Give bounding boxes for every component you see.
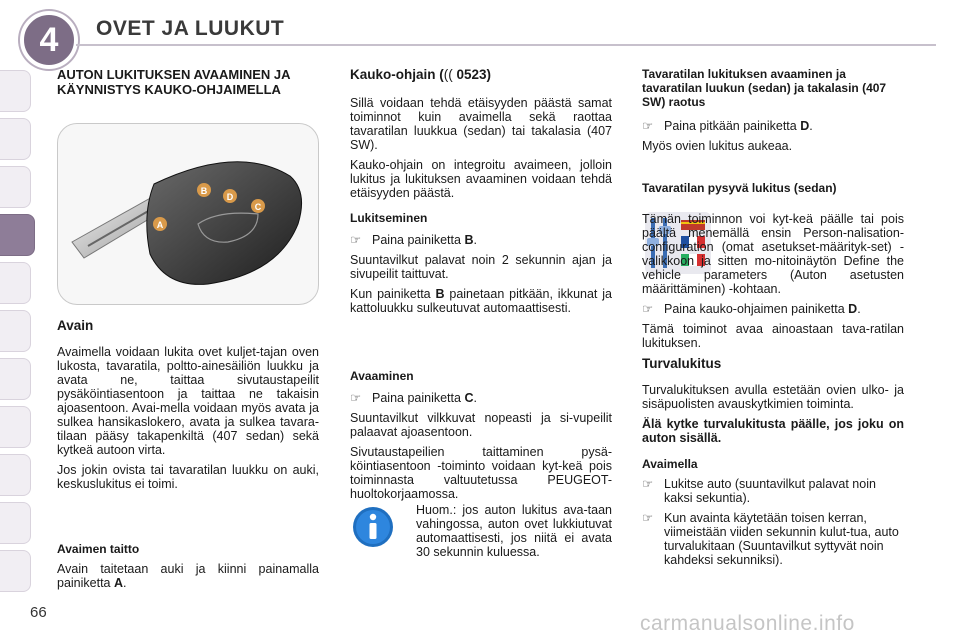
column-left [57, 67, 317, 97]
lock-long-press-key: B [435, 287, 445, 301]
remote-heading-code: 0523) [452, 67, 492, 82]
section-heading-permanent-lock: Tavaratilan pysyvä lukitus (sedan) [642, 181, 837, 195]
section-heading-remote [350, 67, 612, 82]
permanent-lock-step-pre: Paina kauko-ohjaimen painiketta [664, 302, 849, 316]
key-note: Jos jokin ovista tai tavaratilan luukku on auki, keskuslukitus ei toimi. [57, 463, 319, 491]
pointing-hand-icon: ☞ [350, 233, 362, 247]
chapter-number-badge: 4 [20, 11, 78, 69]
pointing-hand-icon: ☞ [350, 391, 362, 405]
chapter-tab-1[interactable] [0, 70, 31, 112]
page-header [0, 0, 960, 59]
key-folding-button-ref: A [113, 576, 124, 590]
chapter-tab-4[interactable] [0, 214, 35, 256]
key-button-c-label: C [254, 202, 262, 212]
deadlock-step-2 [642, 511, 904, 567]
info-icon [352, 506, 394, 548]
deadlocking-warning: Älä kytke turvalukitusta päälle, jos joku on auton sisällä. [642, 417, 904, 445]
unlock-step-pre: Paina painiketta [372, 391, 465, 405]
permanent-lock-note: Tämä toiminot avaa ainoastaan tava-ratilan lukituksen. [642, 322, 904, 350]
chapter-tab-6[interactable] [0, 310, 31, 352]
trunk-step-end: . [809, 119, 813, 133]
column-left-body [57, 318, 319, 497]
lock-long-press-pre: Kun painiketta [350, 287, 436, 301]
chapter-tab-3[interactable] [0, 166, 31, 208]
deadlock-step-2-text: Kun avainta käytetään toisen kerran, viimeistään viiden sekunnin kulut-tua, auto turvalukitaan (Suuntavilkut syttyvät noin kahdeksi sekunniksi). [664, 511, 899, 567]
pointing-hand-icon: ☞ [642, 302, 654, 316]
unlock-step-end: . [473, 391, 477, 405]
column-middle [350, 67, 612, 206]
key-button-b-label: B [200, 186, 208, 196]
permanent-lock-step-key: D [848, 302, 858, 316]
trunk-note: Myös ovien lukitus aukeaa. [642, 139, 793, 153]
unlock-step-key: C [464, 391, 474, 405]
column-right [642, 67, 904, 159]
lock-long-press-post: painetaan pitkään, ikkunat ja kattoluukku sulkeutuvat automaattisesti. [350, 287, 612, 315]
section-heading-key: Avain [57, 318, 94, 333]
lock-step-text [372, 233, 477, 247]
unlock-step-text [372, 391, 477, 405]
header-divider [76, 44, 936, 46]
deadlock-step-1-text: Lukitse auto (suuntavilkut palavat noin kaksi sekuntia). [664, 477, 876, 505]
chapter-tab-10[interactable] [0, 502, 31, 544]
key-remote-illustration [58, 124, 318, 304]
lock-step [350, 233, 612, 247]
lock-step-key: B [464, 233, 474, 247]
key-folding-text [57, 562, 319, 590]
permanent-lock-step-end: . [857, 302, 861, 316]
chapter-tab-8[interactable] [0, 406, 31, 448]
chapter-tab-5[interactable] [0, 262, 31, 304]
trunk-step-key: D [800, 119, 810, 133]
section-heading-unlocking: Avaaminen [350, 369, 414, 383]
key-button-a-label: A [156, 220, 164, 230]
trunk-step-text [664, 119, 813, 133]
lock-step-end: . [473, 233, 477, 247]
unlock-step [350, 391, 612, 405]
pointing-hand-icon: ☞ [642, 511, 654, 525]
lock-result: Suuntavilkut palavat noin 2 sekunnin ajan ja sivupeilit taittuvat. [350, 253, 612, 281]
chapter-tab-9[interactable] [0, 454, 31, 496]
chapter-tab-7[interactable] [0, 358, 31, 400]
mirror-folding-note: Sivutaustapeilien taittaminen pysä-köintiasentoon -toiminto voidaan kyt-keä pois toiminnasta valtuutetussa PEUGEOT-huoltokorjaamossa. [350, 445, 612, 501]
key-remote-image [57, 123, 319, 305]
section-heading-locking: Lukitseminen [350, 211, 428, 225]
remote-intro-1: Sillä voidaan tehdä etäisyyden päästä samat toiminnot kuin avaimella sekä raottaa tavaratilan luukkua (sedan) tai takalasia (407 SW). [350, 96, 612, 152]
page-number: 66 [30, 604, 47, 621]
permanent-lock-step [642, 302, 904, 316]
section-heading-with-key: Avaimella [642, 457, 698, 471]
deadlock-step-1 [642, 477, 904, 505]
column-right-perm [642, 181, 904, 213]
unlock-result: Suuntavilkut vilkkuvat nopeasti ja si-vupeilit palaavat ajoasentoon. [350, 411, 612, 439]
column-right-perm-body [642, 212, 904, 573]
radio-waves-icon: (( [443, 67, 453, 82]
chapter-title: OVET JA LUUKUT [96, 17, 285, 40]
section-heading-remote-unlock: AUTON LUKITUKSEN AVAAMINEN JA KÄYNNISTYS KAUKO-OHJAIMELLA [57, 67, 291, 97]
note-box [416, 503, 612, 565]
section-heading-deadlocking: Turvalukitus [642, 356, 722, 371]
remote-heading-text: Kauko-ohjain ( [350, 67, 444, 82]
key-folding-text-end: . [123, 576, 127, 590]
key-folding-text-main: Avain taitetaan auki ja kiinni painamalla painiketta [57, 562, 319, 590]
lock-step-pre: Paina painiketta [372, 233, 465, 247]
lock-long-press [350, 287, 612, 315]
accidental-unlock-note: Huom.: jos auton lukitus ava-taan vahingossa, auton ovet lukkiutuvat automaattisesti, jos niitä ei avata 30 sekunnin kuluessa. [416, 503, 612, 559]
remote-intro-2: Kauko-ohjain on integroitu avaimeen, jolloin lukitus ja lukituksen avaaminen voidaan tehdä etäisyyden päästä. [350, 158, 612, 200]
key-description: Avaimella voidaan lukita ovet kuljet-tajan oven lukosta, tavaratila, poltto-ainesäiliön luukku ja avata ne, taittaa sivutaustapeilit pysäköintiasentoon ja taittaa ne takaisin ajoasentoon. Avai-mella voidaan myös avata ja sulkea hansikaslokero, avata ja sulkea tavara-tilaan pääsy takapenkiltä (407 sedan) sekä kytkeä autoon virta. [57, 345, 319, 457]
pointing-hand-icon: ☞ [642, 477, 654, 491]
permanent-lock-description: Tämän toiminnon voi kyt-keä päälle tai pois päältä menemällä ensin Person-nalisation-configuration (omat asetukset-määrityk-set) -valikkoon ja sitten mo-nitoinäytön Define the vehicle parameters (Auton asetusten määrittäminen) -kohtaan. [642, 212, 904, 296]
trunk-step [642, 119, 904, 133]
column-left-folding [57, 542, 319, 596]
section-heading-trunk-unlock: Tavaratilan lukituksen avaaminen ja tavaratilan luukun (sedan) ja takalasin (407 SW) raotus [642, 67, 887, 109]
watermark: carmanualsonline.info [640, 612, 855, 635]
deadlocking-description: Turvalukituksen avulla estetään ovien ulko- ja sisäpuolisten avauskytkimien toiminta. [642, 383, 904, 411]
key-button-d-label: D [226, 192, 234, 202]
pointing-hand-icon: ☞ [642, 119, 654, 133]
column-middle-lock [350, 211, 612, 321]
chapter-tab-11[interactable] [0, 550, 31, 592]
column-middle-open [350, 369, 612, 507]
trunk-step-pre: Paina pitkään painiketta [664, 119, 801, 133]
section-heading-key-folding: Avaimen taitto [57, 542, 140, 556]
chapter-tab-2[interactable] [0, 118, 31, 160]
permanent-lock-step-text [664, 302, 861, 316]
